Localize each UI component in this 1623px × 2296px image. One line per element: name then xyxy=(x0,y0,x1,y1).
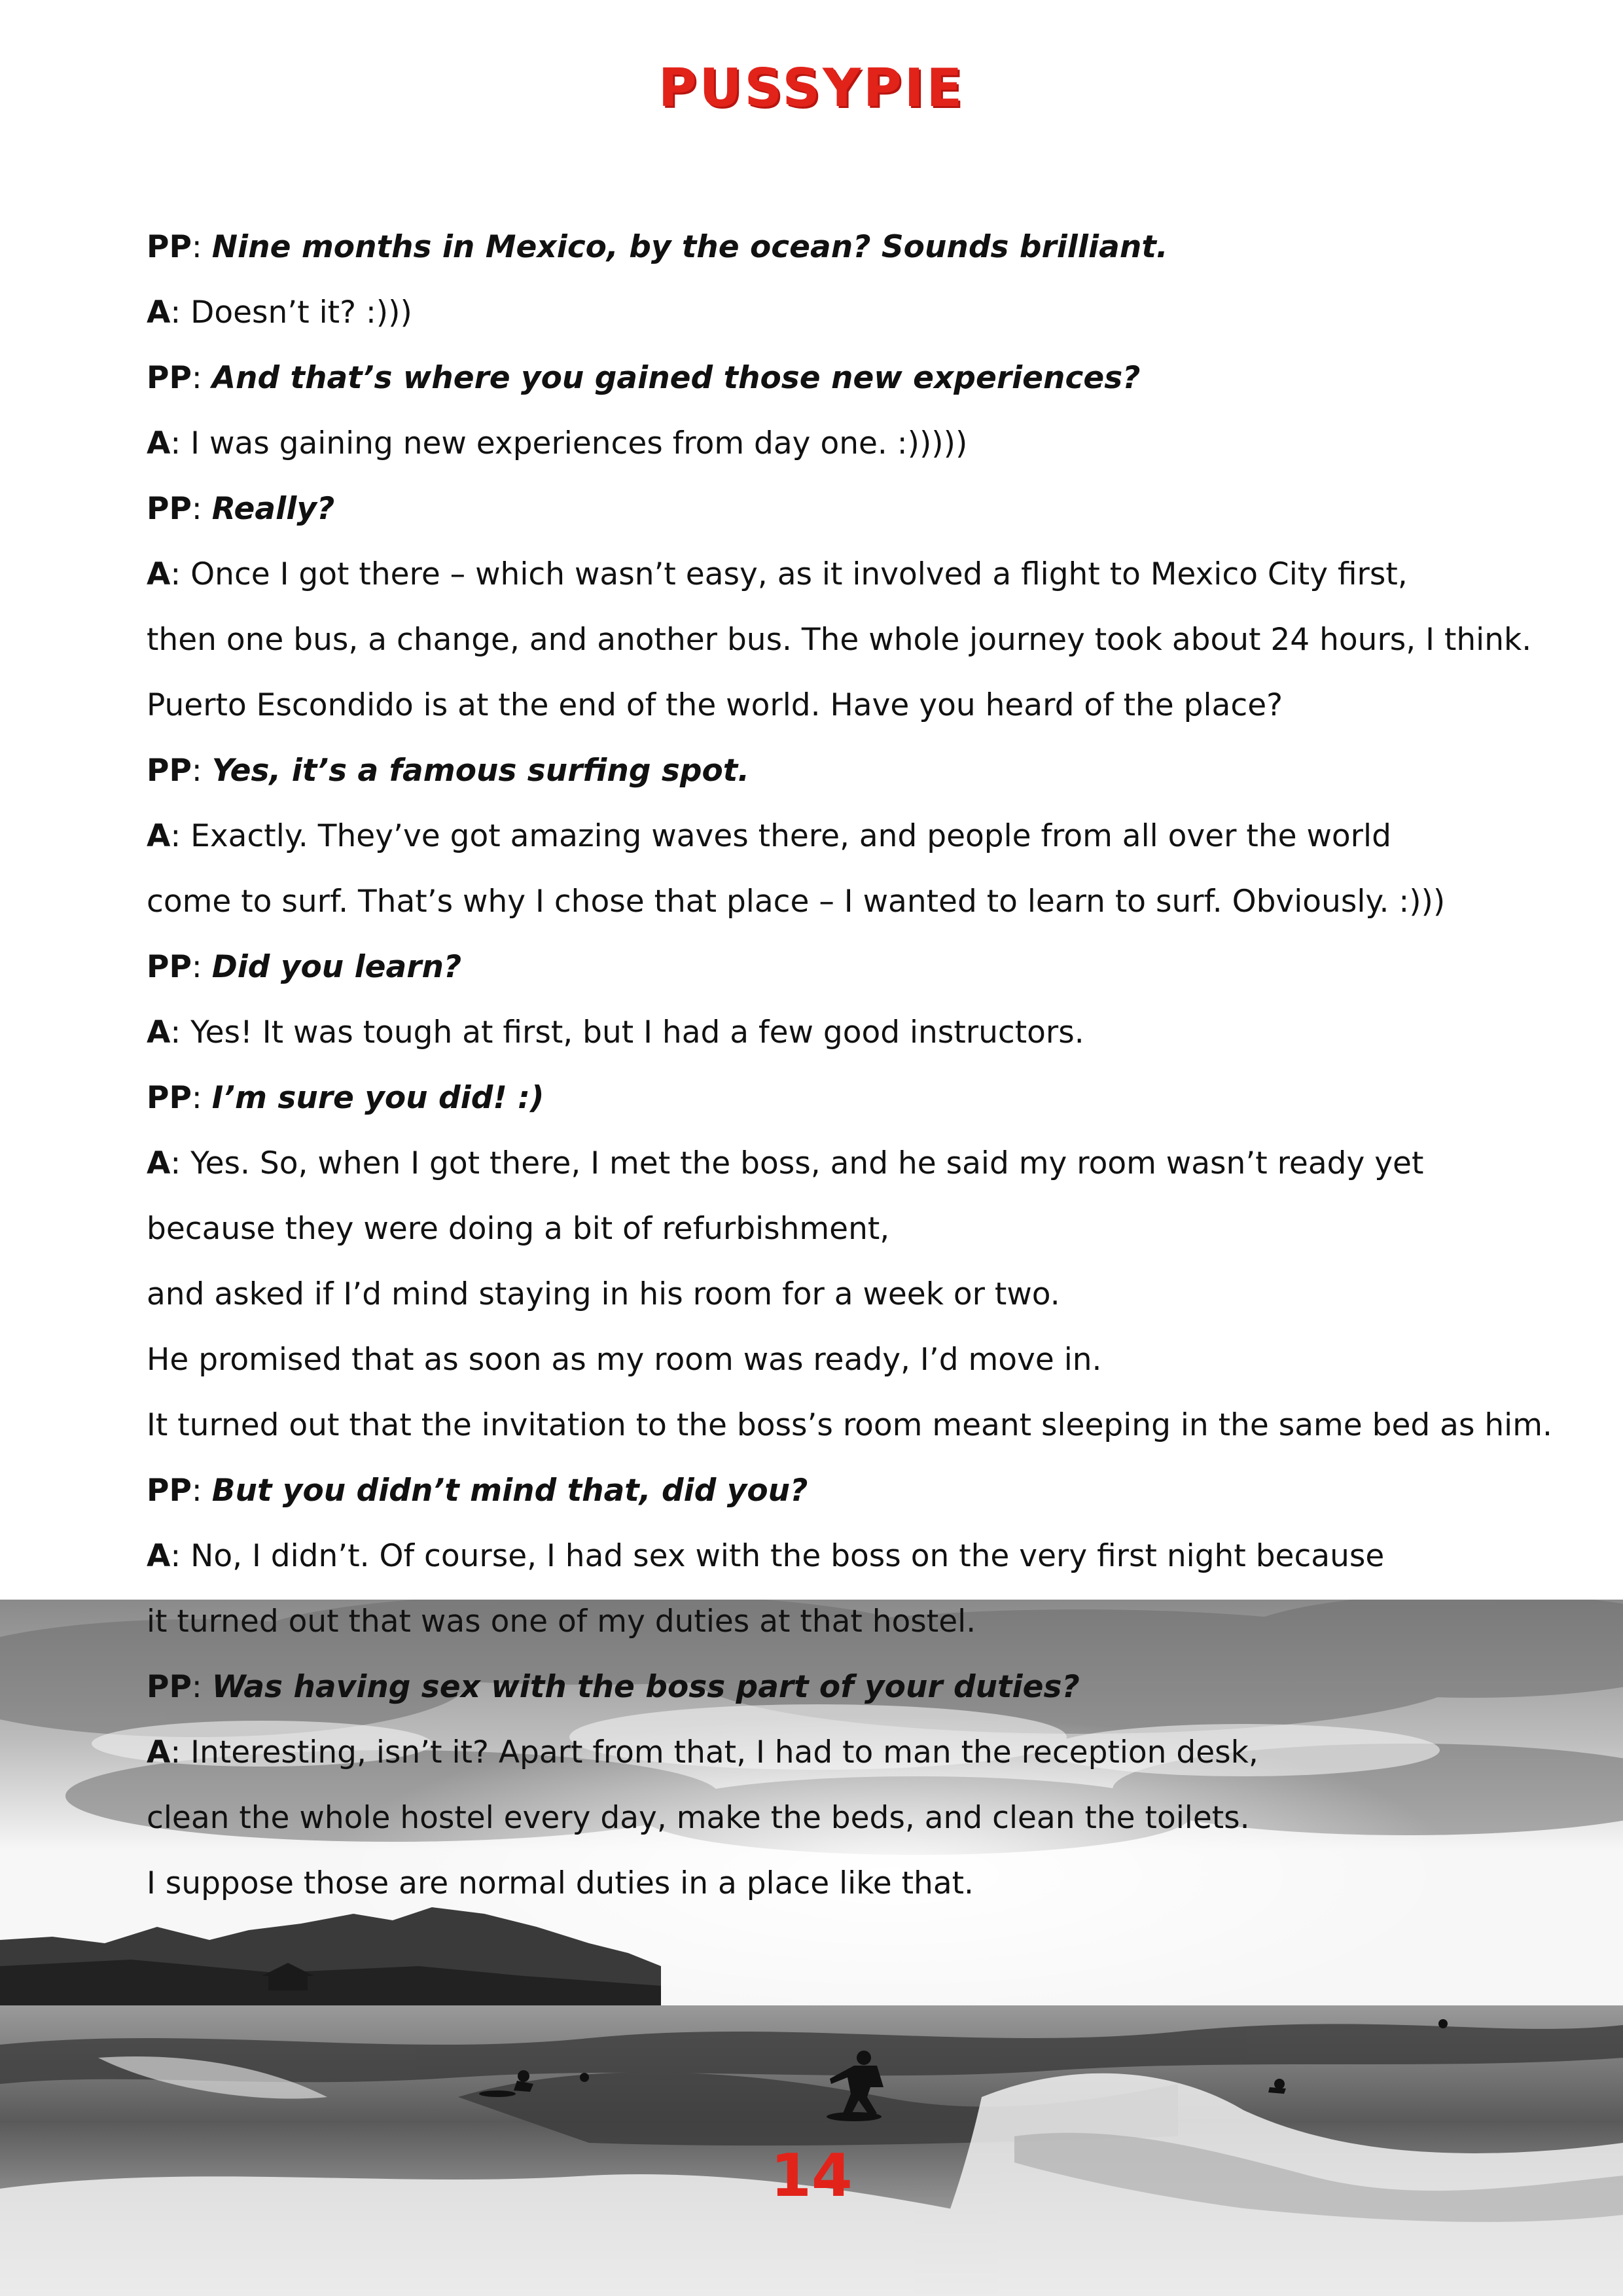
answer-text: Yes! It was tough at first, but I had a few good instructors. xyxy=(190,1014,1084,1050)
speaker-label: A xyxy=(147,1145,171,1181)
speaker-separator: : xyxy=(191,1669,212,1705)
interview-line xyxy=(147,215,1508,280)
question-text: Did you learn? xyxy=(211,949,462,985)
speaker-label: PP xyxy=(147,229,192,265)
answer-text: I suppose those are normal duties in a place like that. xyxy=(147,1865,974,1901)
question-text: Nine months in Mexico, by the ocean? Sounds brilliant. xyxy=(211,229,1168,265)
question-text: Yes, it’s a famous surfing spot. xyxy=(211,753,750,789)
answer-text: Once I got there – which wasn’t easy, as it involved a flight to Mexico City first, xyxy=(190,556,1408,592)
page-number: 14 xyxy=(770,2142,853,2210)
speaker-label: A xyxy=(147,556,171,592)
interview-line xyxy=(147,346,1508,411)
speaker-separator: : xyxy=(191,1473,212,1509)
speaker-separator: : xyxy=(170,1538,191,1574)
speaker-separator: : xyxy=(170,556,191,592)
interview-line xyxy=(147,1655,1508,1720)
magazine-logo: PUSSYPIE xyxy=(658,58,965,118)
interview-line xyxy=(147,476,1508,542)
interview-line xyxy=(147,1327,1508,1393)
interview-line xyxy=(147,1524,1508,1589)
speaker-label: PP xyxy=(147,1473,192,1509)
speaker-label: PP xyxy=(147,360,192,396)
interview-line xyxy=(147,542,1508,607)
interview-line xyxy=(147,804,1508,869)
interview-line xyxy=(147,1785,1508,1851)
interview-line xyxy=(147,738,1508,804)
interview-line xyxy=(147,607,1532,673)
interview-line xyxy=(147,1262,1508,1327)
interview-line xyxy=(147,411,1508,476)
question-text: But you didn’t mind that, did you? xyxy=(211,1473,808,1509)
interview-line xyxy=(147,673,1508,738)
answer-text: I was gaining new experiences from day one. :))))) xyxy=(190,425,968,461)
interview-line xyxy=(147,935,1508,1000)
speaker-label: PP xyxy=(147,753,192,789)
speaker-separator: : xyxy=(191,1080,212,1116)
interview-text xyxy=(147,215,1552,1916)
answer-text: clean the whole hostel every day, make the beds, and clean the toilets. xyxy=(147,1800,1250,1836)
speaker-separator: : xyxy=(191,949,212,985)
answer-text: He promised that as soon as my room was ready, I’d move in. xyxy=(147,1342,1102,1378)
answer-text: It turned out that the invitation to the boss’s room meant sleeping in the same bed as him. xyxy=(147,1407,1552,1443)
question-text: And that’s where you gained those new experiences? xyxy=(211,360,1141,396)
interview-line xyxy=(147,1458,1508,1524)
speaker-label: A xyxy=(147,425,171,461)
speaker-separator: : xyxy=(170,1145,191,1181)
question-text: Really? xyxy=(211,491,335,527)
interview-line xyxy=(147,1000,1508,1066)
question-text: Was having sex with the boss part of your duties? xyxy=(211,1669,1080,1705)
speaker-label: A xyxy=(147,1014,171,1050)
speaker-label: PP xyxy=(147,1669,192,1705)
answer-text: then one bus, a change, and another bus. The whole journey took about 24 hours, I think. xyxy=(147,622,1532,658)
interview-line xyxy=(147,280,1508,346)
speaker-label: PP xyxy=(147,949,192,985)
answer-text: Puerto Escondido is at the end of the world. Have you heard of the place? xyxy=(147,687,1283,723)
speaker-label: PP xyxy=(147,491,192,527)
speaker-separator: : xyxy=(170,818,191,854)
speaker-separator: : xyxy=(191,491,212,527)
interview-line xyxy=(147,1066,1508,1131)
interview-line xyxy=(147,1851,1508,1916)
answer-text: Doesn’t it? :))) xyxy=(190,295,412,331)
speaker-label: A xyxy=(147,1734,171,1770)
question-text: I’m sure you did! :) xyxy=(211,1080,544,1116)
speaker-separator: : xyxy=(191,360,212,396)
answer-text: come to surf. That’s why I chose that place – I wanted to learn to surf. Obviously. :))) xyxy=(147,884,1446,920)
speaker-label: PP xyxy=(147,1080,192,1116)
answer-text: No, I didn’t. Of course, I had sex with the boss on the very first night because xyxy=(190,1538,1385,1574)
answer-text: Exactly. They’ve got amazing waves there, and people from all over the world xyxy=(190,818,1391,854)
speaker-separator: : xyxy=(170,425,191,461)
speaker-separator: : xyxy=(170,1014,191,1050)
speaker-separator: : xyxy=(191,753,212,789)
interview-line xyxy=(147,1131,1508,1196)
interview-line xyxy=(147,1196,1508,1262)
answer-text: Yes. So, when I got there, I met the boss, and he said my room wasn’t ready yet xyxy=(190,1145,1424,1181)
speaker-label: A xyxy=(147,1538,171,1574)
interview-line xyxy=(147,1720,1508,1785)
speaker-separator: : xyxy=(170,1734,191,1770)
answer-text: because they were doing a bit of refurbishment, xyxy=(147,1211,890,1247)
answer-text: Interesting, isn’t it? Apart from that, I had to man the reception desk, xyxy=(190,1734,1258,1770)
answer-text: it turned out that was one of my duties at that hostel. xyxy=(147,1604,976,1640)
interview-line xyxy=(147,1589,1508,1655)
speaker-separator: : xyxy=(170,295,191,331)
interview-line xyxy=(147,1393,1552,1458)
interview-line xyxy=(147,869,1508,935)
answer-text: and asked if I’d mind staying in his room for a week or two. xyxy=(147,1276,1060,1312)
speaker-label: A xyxy=(147,818,171,854)
speaker-label: A xyxy=(147,295,171,331)
speaker-separator: : xyxy=(191,229,212,265)
